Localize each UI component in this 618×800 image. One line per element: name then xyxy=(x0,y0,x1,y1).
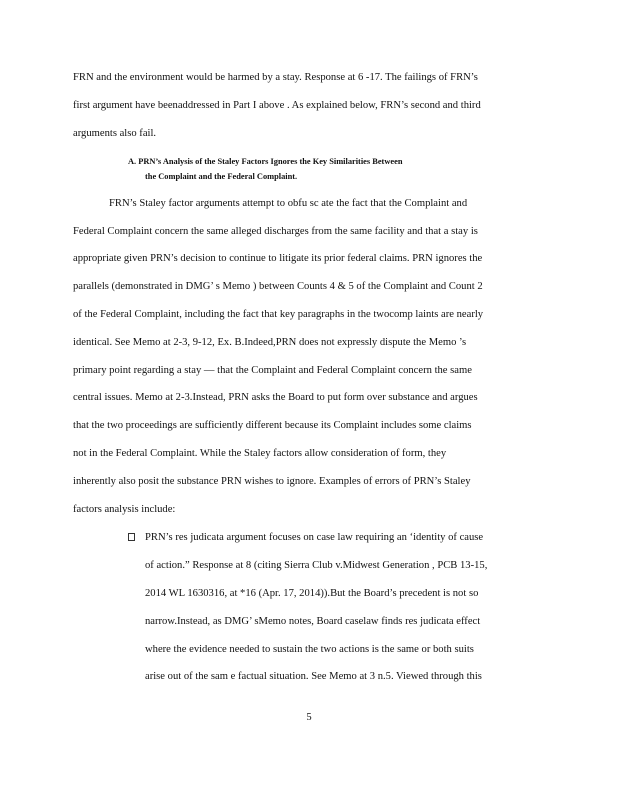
text-line: FRN and the environment would be harmed by a stay. Response at 6 -17. The failings of FRN’s xyxy=(73,72,478,83)
text-line: appropriate given PRN’s decision to continue to litigate its prior federal claims. PRN ignores the xyxy=(73,253,483,264)
text-line: not in the Federal Complaint. While the Staley factors allow consideration of form, they xyxy=(73,448,447,459)
text-line: inherently also posit the substance PRN wishes to ignore. Examples of errors of PRN’s Staley xyxy=(73,476,471,487)
bullet-text-line: narrow.Instead, as DMG’ sMemo notes, Board caselaw finds res judicata effect xyxy=(145,616,481,627)
bullet-text-line: of action.” Response at 8 (citing Sierra Club v.Midwest Generation , PCB 13-15, xyxy=(145,560,488,571)
text-line: FRN’s Staley factor arguments attempt to obfu sc ate the fact that the Complaint and xyxy=(109,198,468,209)
bullet-text-line: 2014 WL 1630316, at *16 (Apr. 17, 2014)).But the Board’s precedent is not so xyxy=(145,588,479,599)
section-heading: A. PRN’s Analysis of the Staley Factors Ignores the Key Similarities Between xyxy=(128,157,403,166)
section-heading-continued: the Complaint and the Federal Complaint. xyxy=(145,172,298,181)
bullet-text-line: PRN’s res judicata argument focuses on case law requiring an ‘identity of cause xyxy=(145,532,484,543)
text-line: parallels (demonstrated in DMG’ s Memo ) between Counts 4 & 5 of the Complaint and Count 2 xyxy=(73,281,483,292)
text-line: factors analysis include: xyxy=(73,504,176,515)
bullet-text-line: arise out of the sam e factual situation. See Memo at 3 n.5. Viewed through this xyxy=(145,671,482,682)
text-line: primary point regarding a stay — that the Complaint and Federal Complaint concern the same xyxy=(73,365,472,376)
text-line: central issues. Memo at 2-3.Instead, PRN asks the Board to put form over substance and argues xyxy=(73,392,478,403)
text-line: first argument have beenaddressed in Part I above . As explained below, FRN’s second and third xyxy=(73,100,481,111)
text-line: arguments also fail. xyxy=(73,128,157,139)
text-line: of the Federal Complaint, including the fact that key paragraphs in the twocomp laints are nearly xyxy=(73,309,484,320)
bullet-marker xyxy=(128,533,135,541)
text-line: Federal Complaint concern the same alleged discharges from the same facility and that a stay is xyxy=(73,226,478,237)
text-line: that the two proceedings are sufficiently different because its Complaint includes some claims xyxy=(73,420,472,431)
bullet-text-line: where the evidence needed to sustain the two actions is the same or both suits xyxy=(145,644,474,655)
text-line: identical. See Memo at 2-3, 9-12, Ex. B.Indeed,PRN does not expressly dispute the Memo ’s xyxy=(73,337,467,348)
page-number: 5 xyxy=(306,712,312,723)
